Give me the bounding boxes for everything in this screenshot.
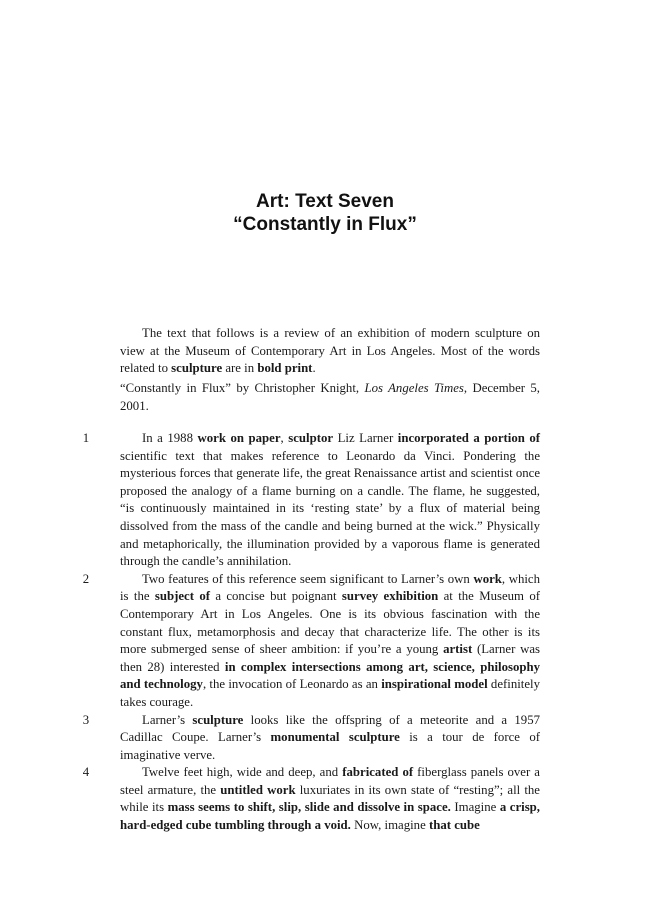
paragraph-number: 4 xyxy=(82,765,90,780)
text-run: fiberglass panels over a steel armature, the xyxy=(120,765,540,797)
bold-term: sculptor xyxy=(288,431,334,445)
article-body xyxy=(82,430,541,835)
text-run: definitely takes courage. xyxy=(120,677,540,709)
bold-term: in complex intersections among art, science, philosophy and technology xyxy=(120,659,540,692)
text-run: Now, imagine xyxy=(350,818,429,833)
bold-term: inspirational model xyxy=(381,677,488,692)
text-run: , xyxy=(280,431,289,445)
paragraph-text xyxy=(120,713,540,762)
italic-text: Los Angeles Times xyxy=(364,381,464,395)
text-run: looks like the offspring of a meteorite and a 1957 Cadillac Coupe. Larner’s xyxy=(120,712,540,745)
text-run: scientific text that makes reference to Leonardo da Vinci. Pondering the mysterious forces that generate life, the great Renaissance artist and scientist once proposed the analogy of a flame burning on a candle. The flame, he suggested, “is continuously maintained in its ‘resting state’ by a flux of material being dissolved from the mass of the candle and being burned at the wick.” Physically and metaphorically, the illumination provided by a vaporous flame is generated through the candle’s annihilation. xyxy=(120,448,541,569)
bold-term: mass seems to shift, slip, slide and dissolve in space. xyxy=(167,800,451,815)
text-run: The text that follows is a review of an exhibition of modern sculpture on view at the Museum of Contemporary Art in Los Angeles. Most of the words related to xyxy=(120,326,540,376)
text-run: (Larner was then 28) interested xyxy=(120,642,540,674)
paragraph-text xyxy=(120,572,540,709)
text-run: In a 1988 xyxy=(142,431,198,445)
article-paragraph-2 xyxy=(82,571,540,712)
bold-term: that cube xyxy=(428,818,480,833)
bold-term: a crisp, hard-edged cube tumbling through a void. xyxy=(120,800,540,833)
bold-term: fabricated of xyxy=(342,765,414,780)
bold-term: sculpture xyxy=(192,712,244,727)
paragraph-number: 3 xyxy=(82,712,90,727)
bold-term: work xyxy=(473,571,502,586)
text-run: “Constantly in Flux” by Christopher Knight, xyxy=(120,381,365,395)
text-run: , December 5, 2001. xyxy=(120,381,540,413)
paragraph-text xyxy=(120,431,540,568)
paragraph-number: 2 xyxy=(82,571,90,586)
intro-block xyxy=(120,325,540,378)
text-run: is a tour de force of imaginative verve. xyxy=(120,730,540,762)
citation-block xyxy=(120,380,540,415)
text-run: Larner’s xyxy=(142,712,193,727)
text-run: a concise but poignant xyxy=(209,589,342,604)
bold-term: survey exhibition xyxy=(341,589,439,604)
paragraph-number: 1 xyxy=(82,431,90,445)
text-run: . xyxy=(312,361,316,376)
paragraph-text xyxy=(120,765,540,832)
bold-term: artist xyxy=(443,642,473,657)
citation-paragraph xyxy=(120,380,540,415)
text-run: are in xyxy=(222,361,258,376)
text-run: Two features of this reference seem significant to Larner’s own xyxy=(142,571,474,586)
article-paragraph-3 xyxy=(82,712,540,765)
bold-term: subject of xyxy=(154,589,210,604)
text-run: Liz Larner xyxy=(333,431,398,445)
bold-term: incorporated a portion of xyxy=(397,431,541,445)
text-run: at the Museum of Contemporary Art in Los Angeles. One is its obvious fascination with the constant flux, metamorphosis and decay that characterize life. The other is its more submerged sense of sheer ambition: if you’re a young xyxy=(120,589,540,657)
text-run: , which is the xyxy=(120,571,540,604)
article-paragraph-1 xyxy=(82,430,541,571)
bold-term: bold print xyxy=(257,361,313,376)
text-run: Imagine xyxy=(450,800,500,815)
page-title: Art: Text Seven xyxy=(256,191,394,212)
bold-term: untitled work xyxy=(220,782,296,797)
text-run: , the invocation of Leonardo as an xyxy=(202,677,382,692)
intro-paragraph xyxy=(120,325,540,378)
bold-term: sculpture xyxy=(171,361,223,376)
text-run: luxuriates in its own state of “resting”; all the while its xyxy=(120,782,540,815)
text-run: Twelve feet high, wide and deep, and xyxy=(142,765,343,780)
page-subtitle: “Constantly in Flux” xyxy=(233,214,417,235)
article-paragraph-4 xyxy=(82,764,540,834)
bold-term: work on paper xyxy=(197,431,281,445)
bold-term: monumental sculpture xyxy=(270,730,400,745)
